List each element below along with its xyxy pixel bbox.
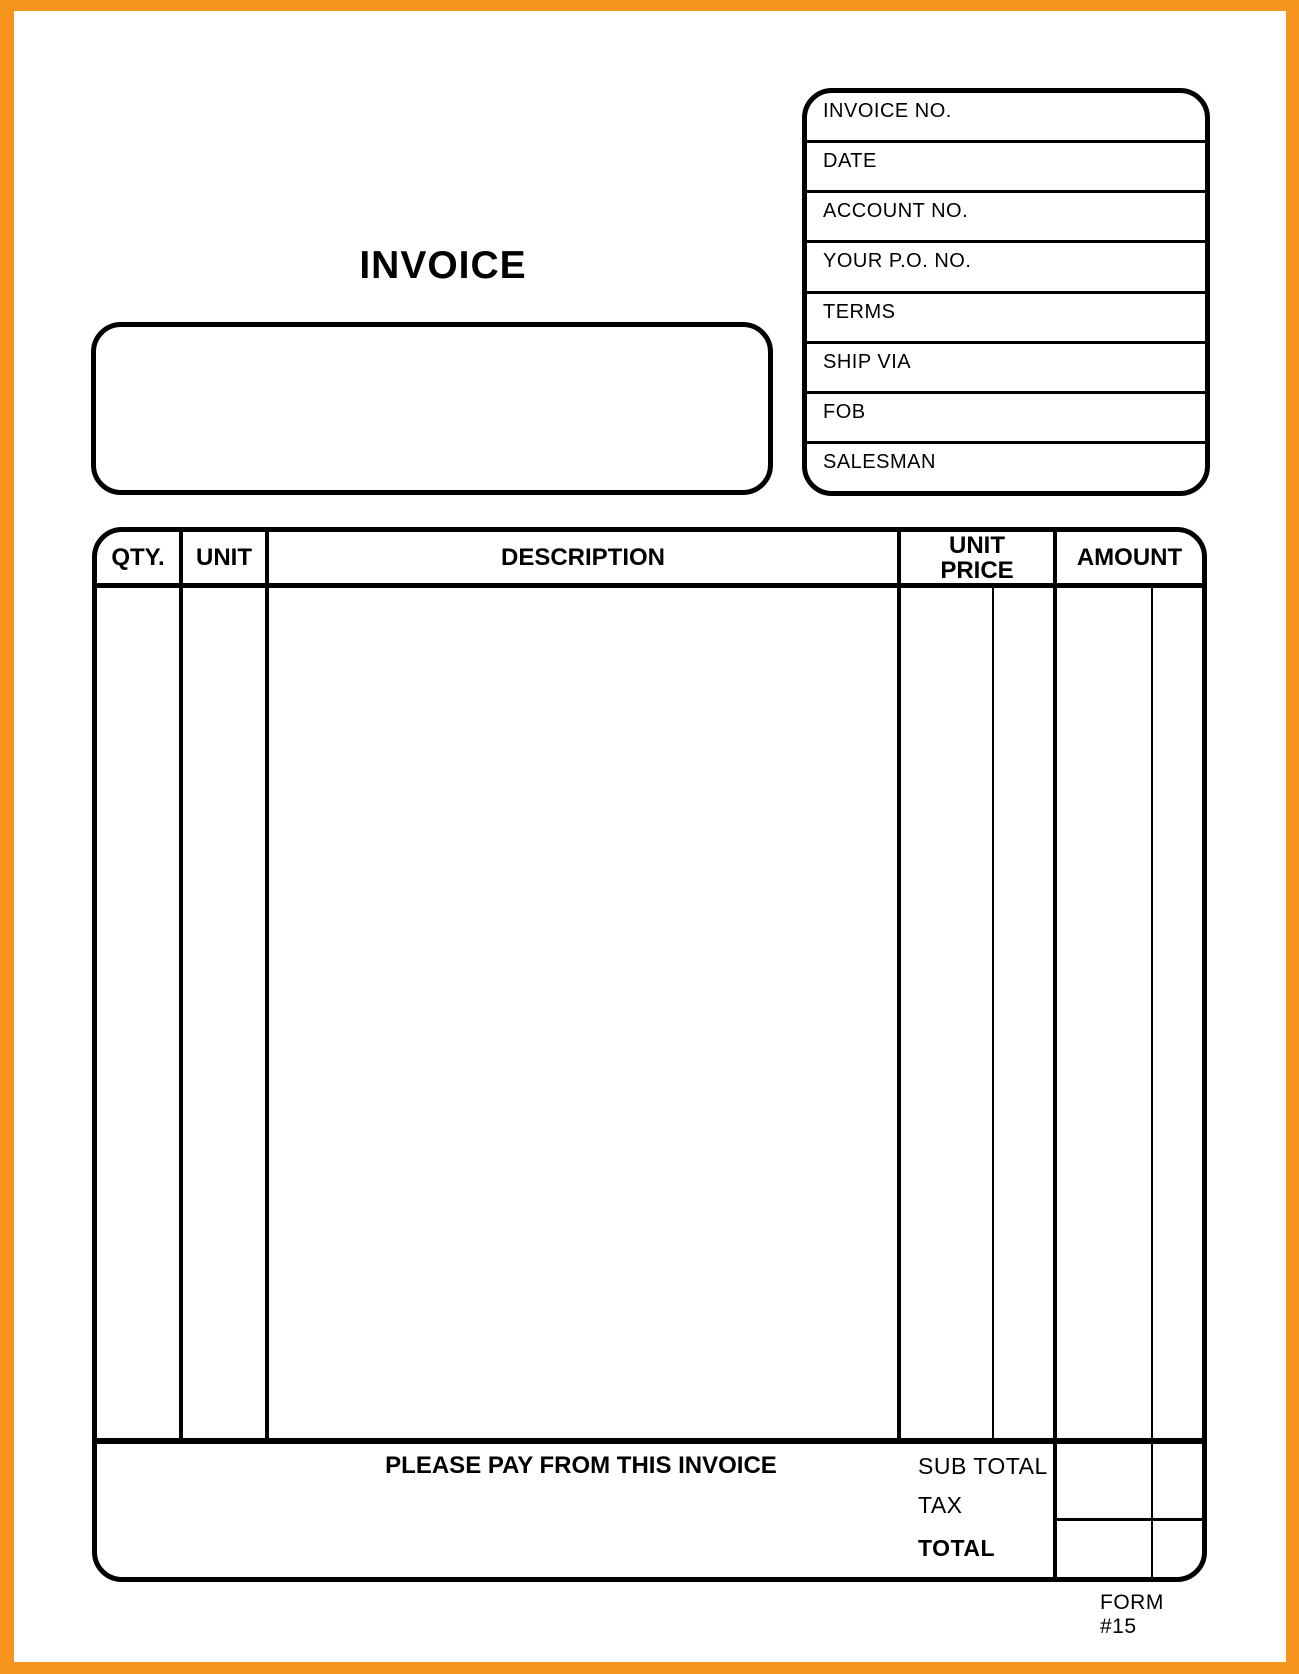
date-label: DATE (823, 150, 877, 173)
info-row-date[interactable] (807, 140, 1205, 190)
po-no-label: YOUR P.O. NO. (823, 250, 972, 273)
line-items-table (92, 527, 1207, 1582)
salesman-label: SALESMAN (823, 450, 936, 473)
bill-to-box[interactable] (91, 322, 773, 495)
info-row-po-no[interactable] (807, 240, 1205, 290)
description-column-header: DESCRIPTION (500, 544, 665, 571)
amount-column-header: AMOUNT (1076, 544, 1183, 571)
qty-column-header: QTY. (111, 544, 165, 571)
amount-entry-area[interactable] (1057, 588, 1151, 1438)
subtotal-tax-amount-box[interactable] (1057, 1444, 1202, 1518)
unitprice-cents-divider (992, 588, 994, 1438)
info-row-invoice-no[interactable] (807, 93, 1205, 140)
total-amount-box[interactable] (1057, 1521, 1202, 1577)
unit-price-entry-area[interactable] (901, 588, 992, 1438)
info-row-salesman[interactable] (807, 441, 1205, 491)
invoice-no-label: INVOICE NO. (823, 100, 952, 122)
form-number: FORM #15 (1100, 1591, 1164, 1638)
unit-entry-area[interactable] (183, 588, 265, 1438)
subtotal-label: SUB TOTAL (918, 1453, 1048, 1479)
info-row-ship-via[interactable] (807, 341, 1205, 391)
fob-label: FOB (823, 400, 866, 423)
unit-column-header: UNIT (196, 544, 252, 571)
ship-via-label: SHIP VIA (823, 350, 912, 373)
amount-cents-divider (1151, 588, 1153, 1577)
footer-divider-line (97, 1438, 1202, 1444)
page-title: INVOICE (359, 244, 527, 287)
total-label: TOTAL (918, 1535, 996, 1561)
qty-entry-area[interactable] (97, 588, 179, 1438)
unit-price-column-header: UNIT PRICE (940, 531, 1014, 584)
terms-label: TERMS (823, 300, 896, 323)
info-row-account-no[interactable] (807, 190, 1205, 240)
description-entry-area[interactable] (269, 588, 897, 1438)
account-no-label: ACCOUNT NO. (823, 200, 969, 223)
tax-label: TAX (918, 1492, 963, 1518)
pay-note: PLEASE PAY FROM THIS INVOICE (385, 1452, 777, 1479)
invoice-info-table (802, 88, 1210, 496)
info-row-fob[interactable] (807, 391, 1205, 441)
info-row-terms[interactable] (807, 291, 1205, 341)
